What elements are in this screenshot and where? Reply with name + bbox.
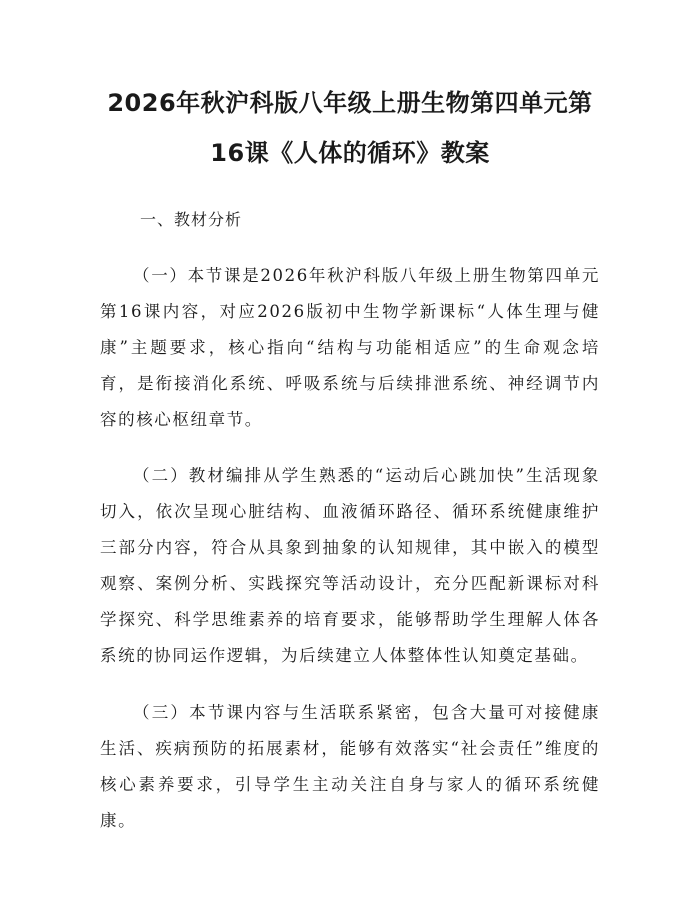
paragraph-2: （二）教材编排从学生熟悉的“运动后心跳加快”生活现象切入，依次呈现心脏结构、血液循环路径、循环系统健康维护三部分内容，符合从具象到抽象的认知规律，其中嵌入的模型观察、案例分析、实践探究等活动设计，充分匹配新课标对科学探究、科学思维素养的培育要求，能够帮助学生理解人体各系统的协同运作逻辑，为后续建立人体整体性认知奠定基础。 [100, 466, 600, 665]
title-line-1: 2026年秋沪科版八年级上册生物第四单元第 [107, 89, 593, 117]
document-title [100, 78, 600, 178]
paragraph-1: （一）本节课是2026年秋沪科版八年级上册生物第四单元第16课内容，对应2026版初中生物学新课标“人体生理与健康”主题要求，核心指向“结构与功能相适应”的生命观念培育，是衔接消化系统、呼吸系统与后续排泄系统、神经调节内容的核心枢纽章节。 [100, 266, 600, 429]
paragraph-3: （三）本节课内容与生活联系紧密，包含大量可对接健康生活、疾病预防的拓展素材，能够有效落实“社会责任”维度的核心素养要求，引导学生主动关注自身与家人的循环系统健康。 [100, 703, 600, 830]
title-line-2: 16课《人体的循环》教案 [210, 139, 490, 167]
section-heading: 一、教材分析 [140, 210, 243, 229]
